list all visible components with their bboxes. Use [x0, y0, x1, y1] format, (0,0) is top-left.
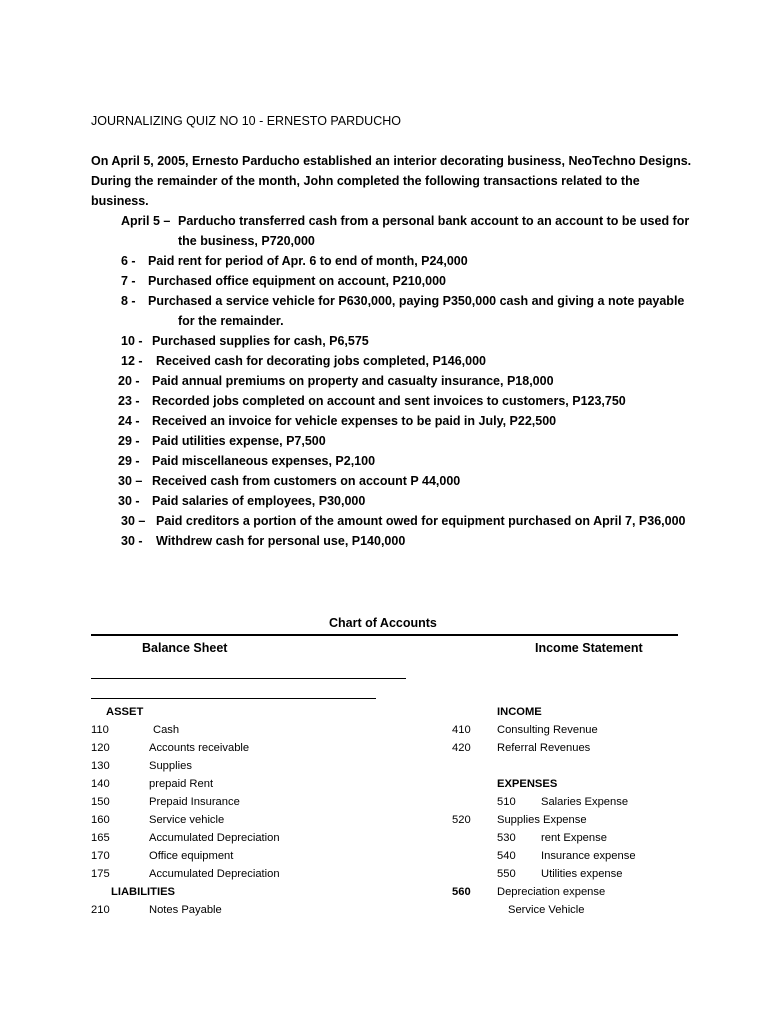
- account-name: Supplies: [149, 760, 192, 772]
- transaction-date: 24 -: [118, 414, 140, 428]
- account-name: Office equipment: [149, 850, 234, 862]
- transaction-continuation: the business, P720,000: [178, 234, 315, 248]
- account-name: Prepaid Insurance: [149, 796, 240, 808]
- account-code: 550: [497, 868, 516, 880]
- transaction-text: Paid miscellaneous expenses, P2,100: [152, 454, 376, 468]
- account-code: 510: [497, 796, 516, 808]
- balance-sheet-rule-1: [91, 678, 406, 679]
- chart-title-rule: [91, 634, 678, 636]
- account-code: 540: [497, 850, 516, 862]
- transaction-text: Parducho transferred cash from a personal bank account to an account to be used for: [178, 214, 690, 228]
- account-code: 150: [91, 796, 110, 808]
- expenses-section-label: EXPENSES: [497, 778, 558, 790]
- account-name: Accounts receivable: [149, 742, 250, 754]
- transaction-text: Purchased supplies for cash, P6,575: [152, 334, 369, 348]
- transaction-text: Paid creditors a portion of the amount owed for equipment purchased on April 7, P36,000: [156, 514, 686, 528]
- account-code: 520: [452, 814, 471, 826]
- transaction-text: Paid annual premiums on property and casualty insurance, P18,000: [152, 374, 554, 388]
- transaction-date: 10 -: [121, 334, 143, 348]
- transaction-text: Received an invoice for vehicle expenses to be paid in July, P22,500: [152, 414, 557, 428]
- transaction-date: 30 -: [121, 534, 143, 548]
- account-name: rent Expense: [541, 832, 607, 844]
- account-subname: Service Vehicle: [508, 904, 585, 916]
- income-section-label: INCOME: [497, 706, 542, 718]
- account-code: 130: [91, 760, 110, 772]
- transaction-date: 30 –: [118, 474, 143, 488]
- account-code: 165: [91, 832, 110, 844]
- transaction-date: 29 -: [118, 454, 140, 468]
- account-name: prepaid Rent: [149, 778, 214, 790]
- account-code: 140: [91, 778, 110, 790]
- account-code: 120: [91, 742, 110, 754]
- balance-sheet-heading: Balance Sheet: [142, 641, 228, 655]
- chart-title: Chart of Accounts: [329, 616, 437, 630]
- account-code: 210: [91, 904, 110, 916]
- transaction-text: Purchased office equipment on account, P210,000: [148, 274, 447, 288]
- transaction-text: Paid salaries of employees, P30,000: [152, 494, 366, 508]
- account-name: Service vehicle: [149, 814, 225, 826]
- intro-line-2: During the remainder of the month, John completed the following transactions related to the: [91, 174, 640, 188]
- account-name: Notes Payable: [149, 904, 222, 916]
- transaction-text: Paid utilities expense, P7,500: [152, 434, 326, 448]
- account-code: 110: [91, 724, 109, 736]
- transaction-date: April 5 –: [121, 214, 171, 228]
- account-name: Accumulated Depreciation: [149, 832, 280, 844]
- account-name: Cash: [153, 724, 180, 736]
- transaction-date: 6 -: [121, 254, 136, 268]
- intro-line-3: business.: [91, 194, 149, 208]
- transaction-date: 30 -: [118, 494, 140, 508]
- account-name: Supplies Expense: [497, 814, 587, 826]
- transaction-text: Received cash from customers on account P 44,000: [152, 474, 461, 488]
- account-code: 175: [91, 868, 110, 880]
- transaction-text: Purchased a service vehicle for P630,000, paying P350,000 cash and giving a note payable: [148, 294, 685, 308]
- income-statement-heading: Income Statement: [535, 641, 643, 655]
- transaction-text: Received cash for decorating jobs completed, P146,000: [156, 354, 486, 368]
- account-name: Insurance expense: [541, 850, 636, 862]
- balance-sheet-rule-2: [91, 698, 376, 699]
- account-name: Referral Revenues: [497, 742, 591, 754]
- quiz-title: JOURNALIZING QUIZ NO 10 - ERNESTO PARDUCHO: [91, 114, 401, 128]
- asset-section-label: ASSET: [106, 706, 144, 718]
- transaction-date: 8 -: [121, 294, 136, 308]
- transaction-date: 20 -: [118, 374, 140, 388]
- transaction-date: 23 -: [118, 394, 140, 408]
- transaction-date: 12 -: [121, 354, 143, 368]
- transaction-date: 30 –: [121, 514, 146, 528]
- account-code: 410: [452, 724, 471, 736]
- account-code: 160: [91, 814, 110, 826]
- transaction-text: Paid rent for period of Apr. 6 to end of month, P24,000: [148, 254, 468, 268]
- account-code: 530: [497, 832, 516, 844]
- account-name: Salaries Expense: [541, 796, 629, 808]
- account-code: 420: [452, 742, 471, 754]
- transaction-date: 29 -: [118, 434, 140, 448]
- account-code: 170: [91, 850, 110, 862]
- account-code: 560: [452, 886, 471, 898]
- account-name: Consulting Revenue: [497, 724, 598, 736]
- account-name: Utilities expense: [541, 868, 623, 880]
- transaction-text: Withdrew cash for personal use, P140,000: [156, 534, 406, 548]
- account-name: Depreciation expense: [497, 886, 606, 898]
- transaction-text: Recorded jobs completed on account and sent invoices to customers, P123,750: [152, 394, 626, 408]
- liabilities-section-label: LIABILITIES: [111, 886, 176, 898]
- transaction-continuation: for the remainder.: [178, 314, 284, 328]
- transaction-date: 7 -: [121, 274, 136, 288]
- account-name: Accumulated Depreciation: [149, 868, 280, 880]
- intro-line-1: On April 5, 2005, Ernesto Parducho established an interior decorating business, NeoTechno Designs.: [91, 154, 692, 168]
